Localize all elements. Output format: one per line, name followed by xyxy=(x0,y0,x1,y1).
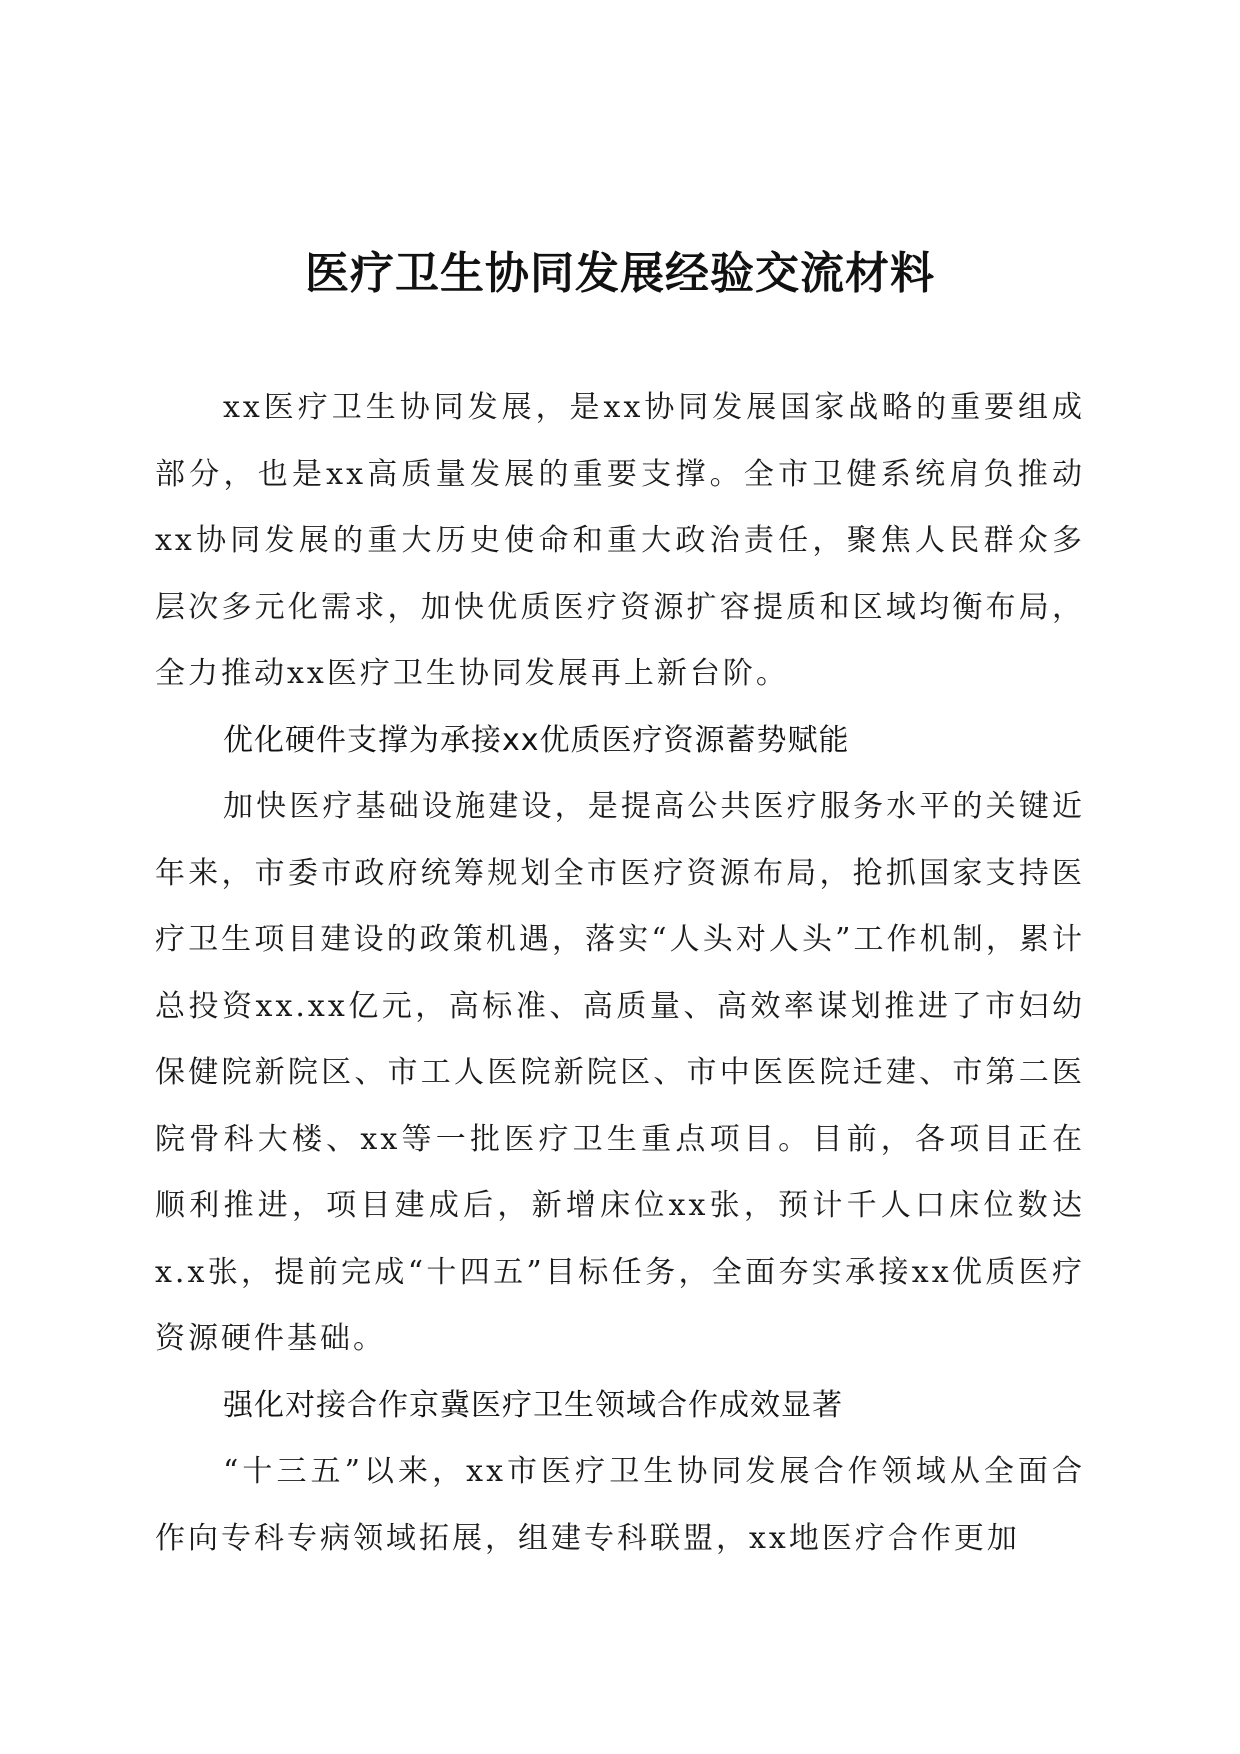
hardware-paragraph: 加快医疗基础设施建设，是提高公共医疗服务水平的关键近年来，市委市政府统筹规划全市医疗资源布局，抢抓国家支持医疗卫生项目建设的政策机遇，落实“人头对人头”工作机制，累计总投资xx.xx亿元，高标准、高质量、高效率谋划推进了市妇幼保健院新院区、市工人医院新院区、市中医医院迁建、市第二医院骨科大楼、xx等一批医疗卫生重点项目。目前，各项目正在顺利推进，项目建成后，新增床位xx张，预计千人口床位数达x.x张，提前完成“十四五”目标任务，全面夯实承接xx优质医疗资源硬件基础。 xyxy=(155,789,1085,1356)
cooperation-paragraph: “十三五”以来，xx市医疗卫生协同发展合作领域从全面合作向专科专病领域拓展，组建专科联盟，xx地医疗合作更加 xyxy=(155,1454,1085,1556)
document-title: 医疗卫生协同发展经验交流材料 xyxy=(305,248,935,299)
section-heading-cooperation: 强化对接合作京冀医疗卫生领域合作成效显著 xyxy=(223,1387,843,1423)
section-heading-hardware: 优化硬件支撑为承接xx优质医疗资源蓄势赋能 xyxy=(223,722,850,758)
document-body xyxy=(155,375,1085,1572)
intro-paragraph: xx医疗卫生协同发展，是xx协同发展国家战略的重要组成部分，也是xx高质量发展的重要支撑。全市卫健系统肩负推动xx协同发展的重大历史使命和重大政治责任，聚焦人民群众多层次多元化需求，加快优质医疗资源扩容提质和区域均衡布局，全力推动xx医疗卫生协同发展再上新台阶。 xyxy=(155,390,1085,691)
